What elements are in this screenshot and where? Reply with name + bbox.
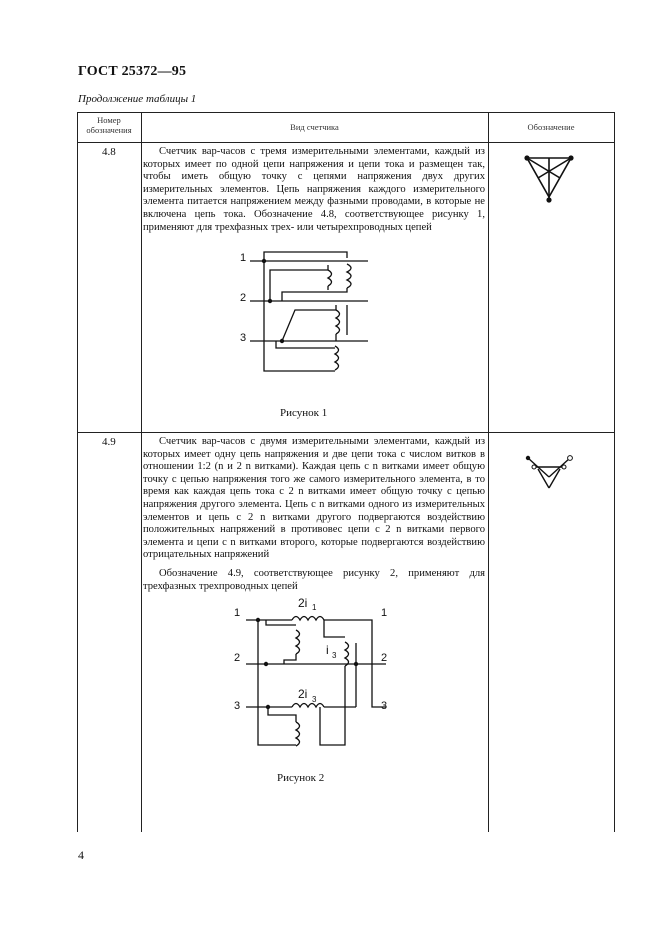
col-view-header: Вид счетчика bbox=[290, 122, 339, 132]
figure-2-label-3-right: 3 bbox=[381, 700, 388, 712]
description-paragraph: Счетчик вар-часов с тремя измерительными элементами, каждый из которых имеет по одной цепи напряжения и цепи тока и размещен так, чтобы иметь общую точку с цепями напряжения двух других измерительных элементов. Цепь напряжения каждого измерительного элемента питается напряжением между фазными проводами, в которые не включена цепь тока. Обозначение 4.8, соответствующее рисунку 1, применяют для трехфазных трех- или четырехпроводных цепей bbox=[143, 146, 485, 233]
row-description-4-8 bbox=[143, 146, 485, 240]
col-symbol-header: Обозначение bbox=[527, 122, 575, 132]
standard-title: ГОСТ 25372—95 bbox=[78, 64, 187, 79]
figure-2-label-3-left: 3 bbox=[234, 700, 241, 712]
figure-2-coil-label-2i3: 2i bbox=[298, 687, 308, 701]
figure-2-coil-label-2i3-sub: 3 bbox=[312, 695, 317, 704]
figure-1-label-2: 2 bbox=[240, 292, 247, 304]
figure-2-label-1-right: 1 bbox=[381, 607, 388, 619]
figure-2-caption: Рисунок 2 bbox=[277, 772, 325, 784]
figure-2-coil-label-2i1: 2i bbox=[298, 596, 308, 610]
page-number: 4 bbox=[78, 848, 84, 862]
row-number-4-9: 4.9 bbox=[102, 436, 116, 448]
description-paragraph: Счетчик вар-часов с двумя измерительными элементами, каждый из которых имеет одну цепь напряжения и две цепи тока с числом витков в отношении 1:2 (n и 2 n витками). Каждая цепь с n витками имеет общую точку с цепью напряжения того же самого измерительного элемента, в то время как каждая цепь тока с 2 n витками имеет общую точку с цепью напряжения другого элемента. Цепь с n витками одного из измерительных элементов и цепь с 2 n витками другого подвергаются воздействию положительных напряжений в противовес цепи с 2 n витками первого элемента и цепи с n витками второго, которые подвергаются воздействию отрицательных напряжений bbox=[143, 436, 485, 561]
row-number-4-8: 4.8 bbox=[102, 146, 116, 158]
figure-1-label-1: 1 bbox=[240, 252, 247, 264]
figure-2-label-2-right: 2 bbox=[381, 652, 388, 664]
figure-1-label-3: 3 bbox=[240, 332, 247, 344]
table-continuation-label: Продолжение таблицы 1 bbox=[78, 93, 197, 105]
figure-2-coil-label-i3-sub: 3 bbox=[332, 651, 337, 660]
designation-table bbox=[77, 112, 614, 832]
figure-2-label-1-left: 1 bbox=[234, 607, 241, 619]
description-paragraph: Обозначение 4.9, соответствующее рисунку 2, применяют для трехфазных трехпроводных цепей bbox=[143, 567, 485, 592]
figure-1-caption: Рисунок 1 bbox=[280, 407, 328, 419]
figure-2-label-2-left: 2 bbox=[234, 652, 241, 664]
row-description-4-9 bbox=[143, 436, 485, 599]
figure-2-coil-label-i3: i bbox=[326, 643, 329, 657]
figure-2-coil-label-2i1-sub: 1 bbox=[312, 603, 317, 612]
col-number-header: Номер обозначения bbox=[86, 115, 132, 135]
